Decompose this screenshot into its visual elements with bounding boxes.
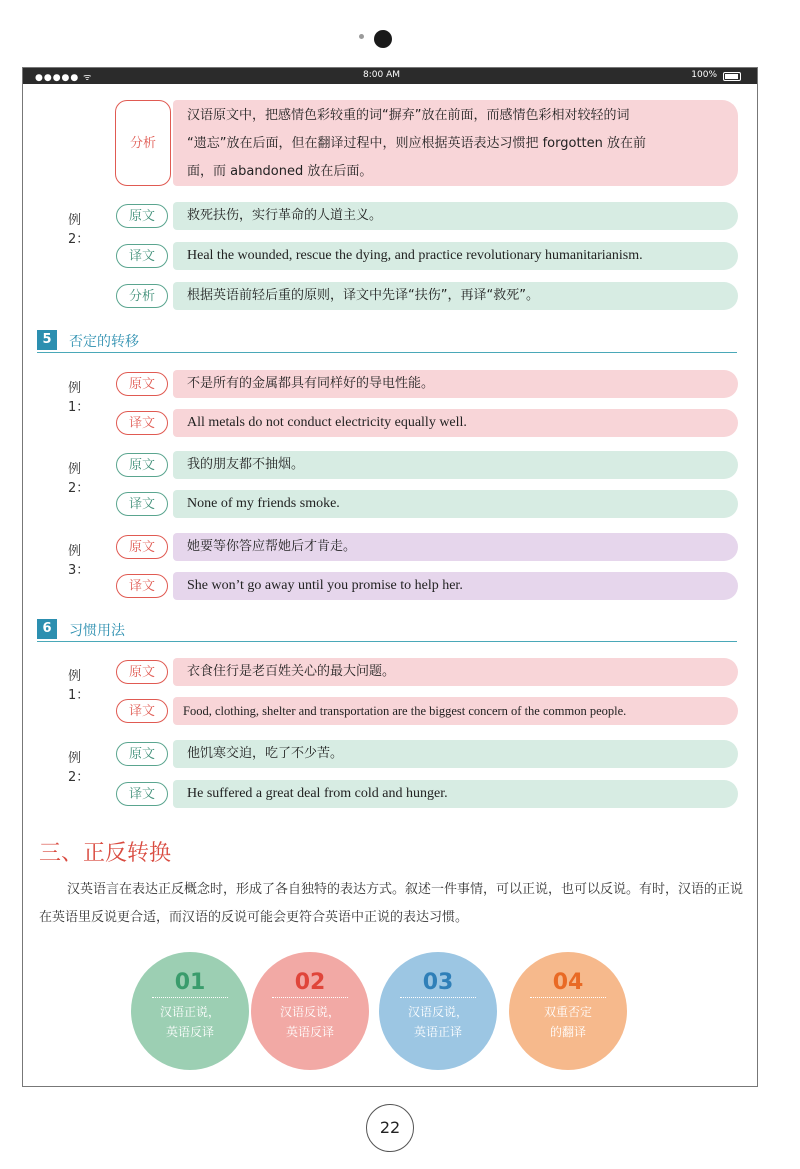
- dotted-divider: [400, 997, 476, 998]
- circle-number: 01: [174, 970, 206, 995]
- circle-text: 的翻译: [549, 1025, 586, 1039]
- analysis-line: 面，而 abandoned 放在后面。: [187, 164, 373, 179]
- page-number: 22: [366, 1104, 414, 1152]
- circle-number: 03: [422, 970, 454, 995]
- analysis-line: “遗忘”放在后面，但在翻译过程中，则应根据英语表达习惯把 forgotten 放在前: [187, 136, 647, 151]
- topic-circle: [509, 952, 627, 1070]
- topic-circle: [131, 952, 249, 1070]
- signal-indicator: ●●●●● ᯤ: [35, 73, 93, 83]
- battery-label: 100%: [691, 70, 717, 80]
- dotted-divider: [530, 997, 606, 998]
- circle-text: 英语正译: [413, 1025, 462, 1039]
- example-label: 例 1：: [68, 381, 90, 415]
- analysis-line: 汉语原文中，把感情色彩较重的词“摒弃”放在前面，而感情色彩相对较轻的词: [187, 108, 630, 123]
- circle-number: 04: [552, 970, 584, 995]
- intro-paragraph: 汉英语言在表达正反概念时，形成了各自独特的表达方式。叙述一件事情，可以正说，也可以反说。有时，汉语的正说在英语里反说更合适，而汉语的反说可能会更符合英语中正说的表达习惯。: [39, 882, 744, 925]
- source-tag: 原文: [116, 453, 168, 477]
- circle-text: 英语反译: [285, 1025, 334, 1039]
- analysis-tag-small: 分析: [116, 284, 168, 308]
- translation-text: He suffered a great deal from cold and hunger.: [173, 780, 738, 808]
- section-number: 6: [37, 619, 57, 639]
- status-bar: [23, 68, 757, 84]
- analysis-line: 根据英语前轻后重的原则，译文中先译“扶伤”，再译“救死”。: [173, 282, 738, 310]
- section-title: 否定的转移: [69, 334, 139, 350]
- status-time: 8:00 AM: [363, 70, 400, 80]
- topic-circle: [379, 952, 497, 1070]
- translation-text: All metals do not conduct electricity equally well.: [173, 409, 738, 437]
- camera-lens: [374, 30, 392, 48]
- source-tag: 原文: [116, 660, 168, 684]
- translation-tag: 译文: [116, 492, 168, 516]
- example-label: 例 2：: [68, 462, 90, 496]
- source-text: 救死扶伤，实行革命的人道主义。: [173, 202, 738, 230]
- circle-text: 汉语正说，: [159, 1005, 220, 1019]
- topic-circle: [251, 952, 369, 1070]
- translation-tag: 译文: [116, 699, 168, 723]
- battery-icon: [723, 72, 741, 81]
- translation-text: Food, clothing, shelter and transportation are the biggest concern of the common people.: [173, 697, 738, 725]
- source-text: 我的朋友都不抽烟。: [173, 451, 738, 479]
- tablet-screen: [22, 67, 758, 1087]
- source-text: 他饥寒交迫，吃了不少苦。: [173, 740, 738, 768]
- source-tag: 原文: [116, 372, 168, 396]
- source-text: 衣食住行是老百姓关心的最大问题。: [173, 658, 738, 686]
- section-number: 5: [37, 330, 57, 350]
- source-tag: 原文: [116, 742, 168, 766]
- dotted-divider: [272, 997, 348, 998]
- circle-text: 英语反译: [165, 1025, 214, 1039]
- circle-text: 汉语反说，: [279, 1005, 340, 1019]
- chapter-heading: 三、正反转换: [39, 841, 172, 866]
- translation-tag: 译文: [116, 244, 168, 268]
- source-text: 她要等你答应帮她后才肯走。: [173, 533, 738, 561]
- section-title: 习惯用法: [69, 623, 125, 639]
- translation-tag: 译文: [116, 411, 168, 435]
- translation-tag: 译文: [116, 574, 168, 598]
- example-label: 例 2：: [68, 213, 90, 247]
- circle-text: 双重否定: [543, 1005, 592, 1019]
- translation-text: Heal the wounded, rescue the dying, and practice revolutionary humanitarianism.: [173, 242, 738, 270]
- camera-dot: [359, 34, 364, 39]
- analysis-tag: 分析: [115, 100, 171, 186]
- circle-text: 汉语反说，: [407, 1005, 468, 1019]
- translation-text: None of my friends smoke.: [173, 490, 738, 518]
- page-content: [23, 84, 757, 1086]
- translation-text: She won’t go away until you promise to help her.: [173, 572, 738, 600]
- example-label: 例 1：: [68, 669, 90, 703]
- source-tag: 原文: [116, 204, 168, 228]
- circle-number: 02: [294, 970, 326, 995]
- section-heading-6: [37, 619, 737, 642]
- example-label: 例 2：: [68, 751, 90, 785]
- example-label: 例 3：: [68, 544, 90, 578]
- source-tag: 原文: [116, 535, 168, 559]
- analysis-text: [173, 100, 738, 186]
- dotted-divider: [152, 997, 228, 998]
- source-text: 不是所有的金属都具有同样好的导电性能。: [173, 370, 738, 398]
- translation-tag: 译文: [116, 782, 168, 806]
- section-heading-5: [37, 330, 737, 353]
